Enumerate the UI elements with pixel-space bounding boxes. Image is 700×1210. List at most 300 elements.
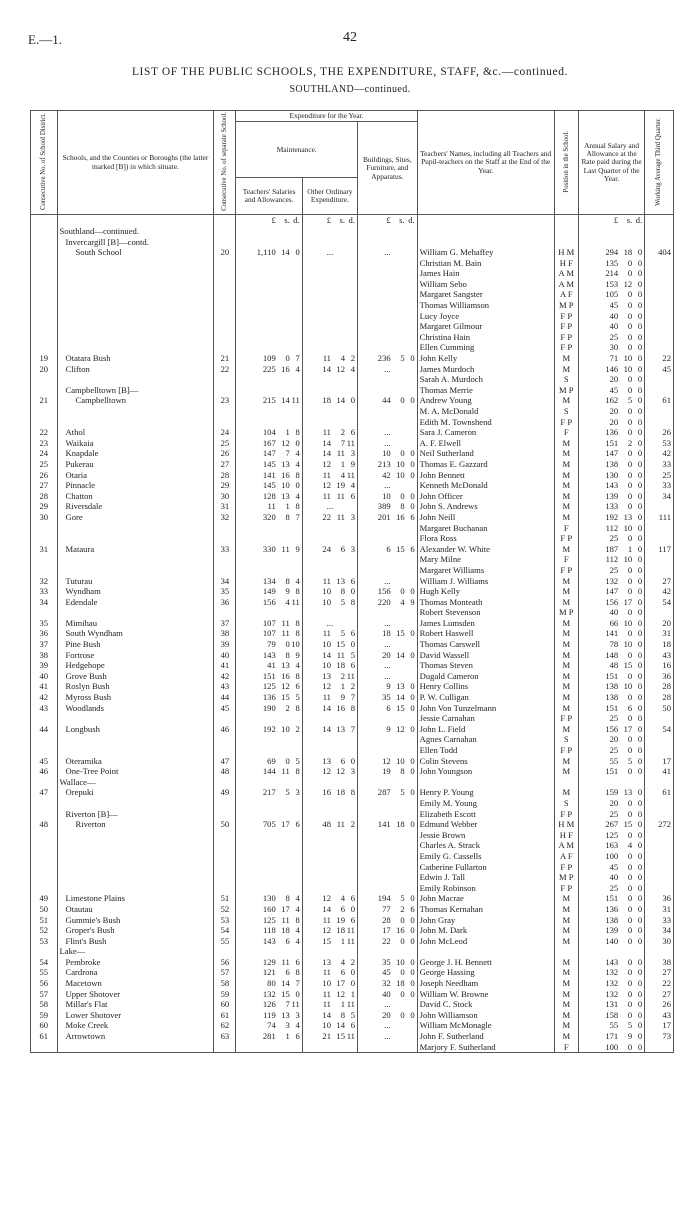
district-no-cell: 33 [31,586,58,597]
salaries-cell [236,936,302,947]
other-expenditure-cell [302,332,357,343]
amount: 17 16 0 [382,925,415,936]
salaries-cell [236,660,302,671]
district-no-cell: 34 [31,597,58,608]
amount: 143 0 0 [605,956,643,967]
school-name-cell: Clifton [57,364,214,375]
salaries-cell [236,883,302,894]
other-expenditure-cell [302,1031,357,1042]
school-no-cell: 37 [214,618,236,629]
buildings-cell [357,279,417,290]
attendance-cell: 54 [645,597,674,608]
salary-cell [578,448,644,459]
salary-cell [578,703,644,714]
table-row [31,491,674,502]
district-no-cell [31,734,58,745]
attendance-cell: 73 [645,1031,674,1042]
salary-cell [578,1031,644,1042]
buildings-cell [357,491,417,502]
currency-row [31,215,674,226]
amount: 145 13 4 [262,458,300,469]
amount: 35 14 0 [382,692,415,703]
school-no-cell: 47 [214,756,236,767]
amount: 220 4 9 [377,596,415,607]
attendance-cell: 31 [645,904,674,915]
salary-cell [578,237,644,248]
school-no-cell: 63 [214,1031,236,1042]
other-expenditure-cell [302,544,357,555]
school-no-cell: 48 [214,766,236,777]
position-cell: A M [554,840,578,851]
position-cell: F P [554,713,578,724]
table-row [31,925,674,936]
teacher-name-cell: Mary Milne [417,554,554,565]
table-row [31,777,674,788]
teacher-name-cell: Henry P. Young [417,787,554,798]
district-no-cell: 30 [31,512,58,523]
amount: 213 10 0 [377,458,415,469]
school-no-cell: 24 [214,427,236,438]
salaries-cell [236,840,302,851]
amount: 14 16 8 [322,702,355,713]
teacher-name-cell: David C. Stock [417,999,554,1010]
salary-cell [578,925,644,936]
amount: 156 17 0 [605,596,643,607]
other-expenditure-cell [302,342,357,353]
amount: 32 18 0 [382,978,415,989]
amount: 35 10 0 [382,956,415,967]
teacher-name-cell: George Hassing [417,967,554,978]
attendance-cell [645,851,674,862]
buildings-cell [357,925,417,936]
position-cell: M [554,756,578,767]
salary-cell [578,258,644,269]
teacher-name-cell: Edwin J. Tall [417,872,554,883]
district-no-cell [31,268,58,279]
page-number: 42 [343,30,357,45]
school-name-cell: Oteramika [57,756,214,767]
table-row [31,734,674,745]
salary-cell [578,491,644,502]
teacher-name-cell: John Macrae [417,893,554,904]
table-row [31,374,674,385]
salaries-cell [236,289,302,300]
table-row [31,681,674,692]
amount: 45 0 0 [609,300,643,311]
salaries-cell [236,321,302,332]
table-row [31,480,674,491]
school-name-cell: Mimihau [57,618,214,629]
other-expenditure-cell [302,565,357,576]
other-expenditure-cell [302,491,357,502]
table-row [31,586,674,597]
salary-cell [578,342,644,353]
school-name-cell: Otatara Bush [57,353,214,364]
amount: 19 8 0 [382,766,415,777]
salary-cell [578,989,644,1000]
amount: 18 15 0 [382,628,415,639]
table-row [31,915,674,926]
buildings-cell: ... [357,639,417,650]
amount: 104 1 8 [262,427,300,438]
other-expenditure-cell [302,364,357,375]
salaries-cell [236,438,302,449]
buildings-cell [357,713,417,724]
salary-cell [578,289,644,300]
other-expenditure-cell [302,862,357,873]
school-name-cell: Myross Bush [57,692,214,703]
school-name-cell: Woodlands [57,703,214,714]
amount: 125 11 8 [262,914,300,925]
attendance-cell: 22 [645,978,674,989]
position-cell: M [554,491,578,502]
teacher-name-cell: Thomas Monteath [417,597,554,608]
school-name-cell: Moke Creek [57,1020,214,1031]
salaries-cell [236,999,302,1010]
school-name-cell [57,713,214,724]
district-no-cell: 23 [31,438,58,449]
position-cell: M [554,936,578,947]
salaries-cell [236,989,302,1000]
table-row [31,427,674,438]
school-name-cell: Roslyn Bush [57,681,214,692]
buildings-cell [357,289,417,300]
salary-cell [578,364,644,375]
amount: 10 14 6 [322,1020,355,1031]
attendance-cell: 18 [645,639,674,650]
amount: 130 8 4 [262,893,300,904]
position-cell: M P [554,607,578,618]
buildings-cell [357,957,417,968]
other-expenditure-cell [302,703,357,714]
amount: 132 0 0 [605,988,643,999]
salaries-cell [236,364,302,375]
school-name-cell [57,851,214,862]
amount: 151 0 0 [605,670,643,681]
teacher-name-cell: John Bennett [417,470,554,481]
buildings-cell [357,417,417,428]
table-row [31,406,674,417]
attendance-cell [645,554,674,565]
amount: 136 15 5 [262,692,300,703]
buildings-cell [357,501,417,512]
district-no-cell: 53 [31,936,58,947]
buildings-cell [357,967,417,978]
amount: 12 4 6 [322,893,355,904]
salary-cell [578,819,644,830]
school-no-cell [214,946,236,957]
buildings-cell [357,978,417,989]
position-cell: M [554,597,578,608]
other-expenditure-cell: ... [302,247,357,258]
school-name-cell: Gore [57,512,214,523]
other-expenditure-cell [302,300,357,311]
teacher-name-cell: Robert Stevenson [417,607,554,618]
other-expenditure-cell [302,470,357,481]
school-name-cell [57,300,214,311]
position-cell: H F [554,258,578,269]
school-name-cell [57,734,214,745]
teacher-name-cell [417,237,554,248]
buildings-cell [357,332,417,343]
salaries-cell [236,459,302,470]
district-no-cell [31,607,58,618]
amount: 121 6 8 [262,967,300,978]
teacher-name-cell: James Murdoch [417,364,554,375]
buildings-cell [357,692,417,703]
school-no-cell: 31 [214,501,236,512]
buildings-cell [357,628,417,639]
salaries-cell [236,650,302,661]
amount: 25 0 0 [609,533,643,544]
position-cell: S [554,406,578,417]
amount: 132 0 0 [605,575,643,586]
school-name-cell [57,311,214,322]
other-expenditure-cell [302,1010,357,1021]
school-no-cell: 54 [214,925,236,936]
page-title: LIST OF THE PUBLIC SCHOOLS, THE EXPENDITURE, STAFF, &c.—continued. [131,66,569,78]
amount: 225 16 4 [262,363,300,374]
table-row [31,787,674,798]
buildings-cell [357,904,417,915]
amount: 80 14 7 [267,978,300,989]
amount: 156 0 0 [377,586,415,597]
salaries-cell [236,904,302,915]
salary-cell [578,512,644,523]
teacher-name-cell: Ellen Cumming [417,342,554,353]
amount: 45 0 0 [609,861,643,872]
teacher-name-cell: Jessie Brown [417,830,554,841]
amount: 22 0 0 [382,935,415,946]
district-no-cell [31,851,58,862]
salaries-cell [236,819,302,830]
school-no-cell [214,300,236,311]
salaries-cell [236,576,302,587]
position-cell: M [554,618,578,629]
table-row [31,1042,674,1053]
attendance-cell [645,226,674,237]
amount: 146 10 0 [605,363,643,374]
school-name-cell [57,342,214,353]
teacher-name-cell: John Williamson [417,1010,554,1021]
buildings-cell [357,523,417,534]
other-expenditure-cell [302,523,357,534]
table-row [31,417,674,428]
attendance-cell [645,501,674,512]
header-buildings: Buildings, Sites, Furniture, and Apparatus. [357,122,417,215]
salary-cell [578,311,644,322]
other-expenditure-cell [302,999,357,1010]
amount: 236 5 0 [377,353,415,364]
position-cell: M [554,915,578,926]
teacher-name-cell [417,777,554,788]
amount: 190 2 8 [262,702,300,713]
amount: 130 0 0 [605,469,643,480]
school-no-cell: 22 [214,364,236,375]
school-no-cell: 51 [214,893,236,904]
amount: 156 17 0 [605,723,643,734]
district-no-cell [31,374,58,385]
school-no-cell: 57 [214,967,236,978]
teacher-name-cell [417,946,554,957]
other-expenditure-cell [302,406,357,417]
other-expenditure-cell [302,374,357,385]
teacher-name-cell: John Neill [417,512,554,523]
salary-cell [578,374,644,385]
attendance-cell: 43 [645,650,674,661]
school-name-cell: South Wyndham [57,628,214,639]
attendance-cell [645,268,674,279]
school-no-cell: 29 [214,480,236,491]
other-expenditure-cell [302,554,357,565]
position-cell: F P [554,745,578,756]
district-no-cell [31,237,58,248]
position-cell: F P [554,311,578,322]
amount: 6 15 0 [386,702,415,713]
amount: 10 5 8 [322,596,355,607]
buildings-cell [357,258,417,269]
district-no-cell: 40 [31,671,58,682]
teacher-name-cell: William J. Williams [417,576,554,587]
amount: 100 0 0 [605,1041,643,1052]
teacher-name-cell: William G. Mehaffey [417,247,554,258]
school-no-cell [214,809,236,820]
teacher-name-cell: Thomas Williamson [417,300,554,311]
school-name-cell [57,830,214,841]
teacher-name-cell: Edith M. Townshend [417,417,554,428]
salaries-cell [236,893,302,904]
attendance-cell: 27 [645,989,674,1000]
position-cell: F P [554,342,578,353]
amount: 41 13 4 [267,660,300,671]
buildings-cell [357,406,417,417]
schools-table [30,110,674,1053]
other-expenditure-cell [302,438,357,449]
amount: 192 13 0 [605,511,643,522]
salary-cell [578,713,644,724]
teacher-name-cell: Flora Ross [417,533,554,544]
position-cell: M [554,766,578,777]
other-expenditure-cell [302,353,357,364]
district-no-cell: 47 [31,787,58,798]
school-name-cell: Riversdale [57,501,214,512]
school-name-cell: Otautau [57,904,214,915]
position-cell: M [554,957,578,968]
district-no-cell: 22 [31,427,58,438]
salary-cell [578,872,644,883]
school-no-cell: 27 [214,459,236,470]
document-reference: E.—1. [28,32,62,47]
amount: 12 1 2 [322,681,355,692]
school-name-cell: Knapdale [57,448,214,459]
other-expenditure-cell [302,671,357,682]
amount: 141 0 0 [605,628,643,639]
buildings-cell [357,787,417,798]
teacher-name-cell: A. F. Elwell [417,438,554,449]
school-name-cell [57,798,214,809]
amount: 320 8 7 [262,511,300,522]
table-row [31,798,674,809]
teacher-name-cell: Margaret Williams [417,565,554,576]
amount: 138 0 0 [605,914,643,925]
table-row [31,1031,674,1042]
amount: 6 15 6 [386,543,415,554]
district-no-cell: 43 [31,703,58,714]
other-expenditure-cell [302,586,357,597]
amount: 128 13 4 [262,490,300,501]
amount: 20 0 0 [609,406,643,417]
amount: 25 0 0 [609,331,643,342]
school-name-cell: Wyndham [57,586,214,597]
teacher-name-cell: Elizabeth Escott [417,809,554,820]
salary-cell [578,586,644,597]
teacher-name-cell: John F. Sutherland [417,1031,554,1042]
position-cell: M [554,586,578,597]
school-no-cell: 62 [214,1020,236,1031]
table-body [31,215,674,1053]
school-no-cell [214,607,236,618]
position-cell: A M [554,268,578,279]
amount: 148 0 0 [605,649,643,660]
school-no-cell [214,406,236,417]
salary-cell [578,226,644,237]
position-cell: H M [554,247,578,258]
school-no-cell [214,840,236,851]
table-row [31,967,674,978]
teacher-name-cell: Henry Collins [417,681,554,692]
other-expenditure-cell: ... [302,618,357,629]
other-expenditure-cell [302,724,357,735]
amount: 132 0 0 [605,978,643,989]
position-cell: M [554,1010,578,1021]
amount: 45 0 0 [609,384,643,395]
school-no-cell [214,777,236,788]
other-expenditure-cell [302,628,357,639]
amount: 162 5 0 [605,395,643,406]
salaries-cell [236,448,302,459]
school-no-cell [214,342,236,353]
buildings-cell [357,915,417,926]
district-no-cell [31,862,58,873]
buildings-cell [357,385,417,396]
header-expenditure: Expenditure for the Year. [236,111,417,122]
school-no-cell: 33 [214,544,236,555]
table-row [31,459,674,470]
other-expenditure-cell [302,893,357,904]
teacher-name-cell: John L. Field [417,724,554,735]
amount: 69 0 5 [267,755,300,766]
amount: 158 0 0 [605,1009,643,1020]
school-name-cell: South School [57,247,214,258]
school-no-cell: 52 [214,904,236,915]
school-no-cell: 20 [214,247,236,258]
buildings-cell [357,766,417,777]
buildings-cell: ... [357,618,417,629]
district-no-cell: 41 [31,681,58,692]
teacher-name-cell: M. A. McDonald [417,406,554,417]
amount: 10 15 0 [322,639,355,650]
buildings-cell [357,268,417,279]
amount: 143 8 9 [262,649,300,660]
buildings-cell: ... [357,480,417,491]
position-cell: M [554,395,578,406]
position-cell: M P [554,300,578,311]
school-name-cell [57,840,214,851]
other-expenditure-cell [302,946,357,957]
position-cell: F P [554,862,578,873]
amount: 25 0 0 [609,713,643,724]
school-name-cell: Pine Bush [57,639,214,650]
